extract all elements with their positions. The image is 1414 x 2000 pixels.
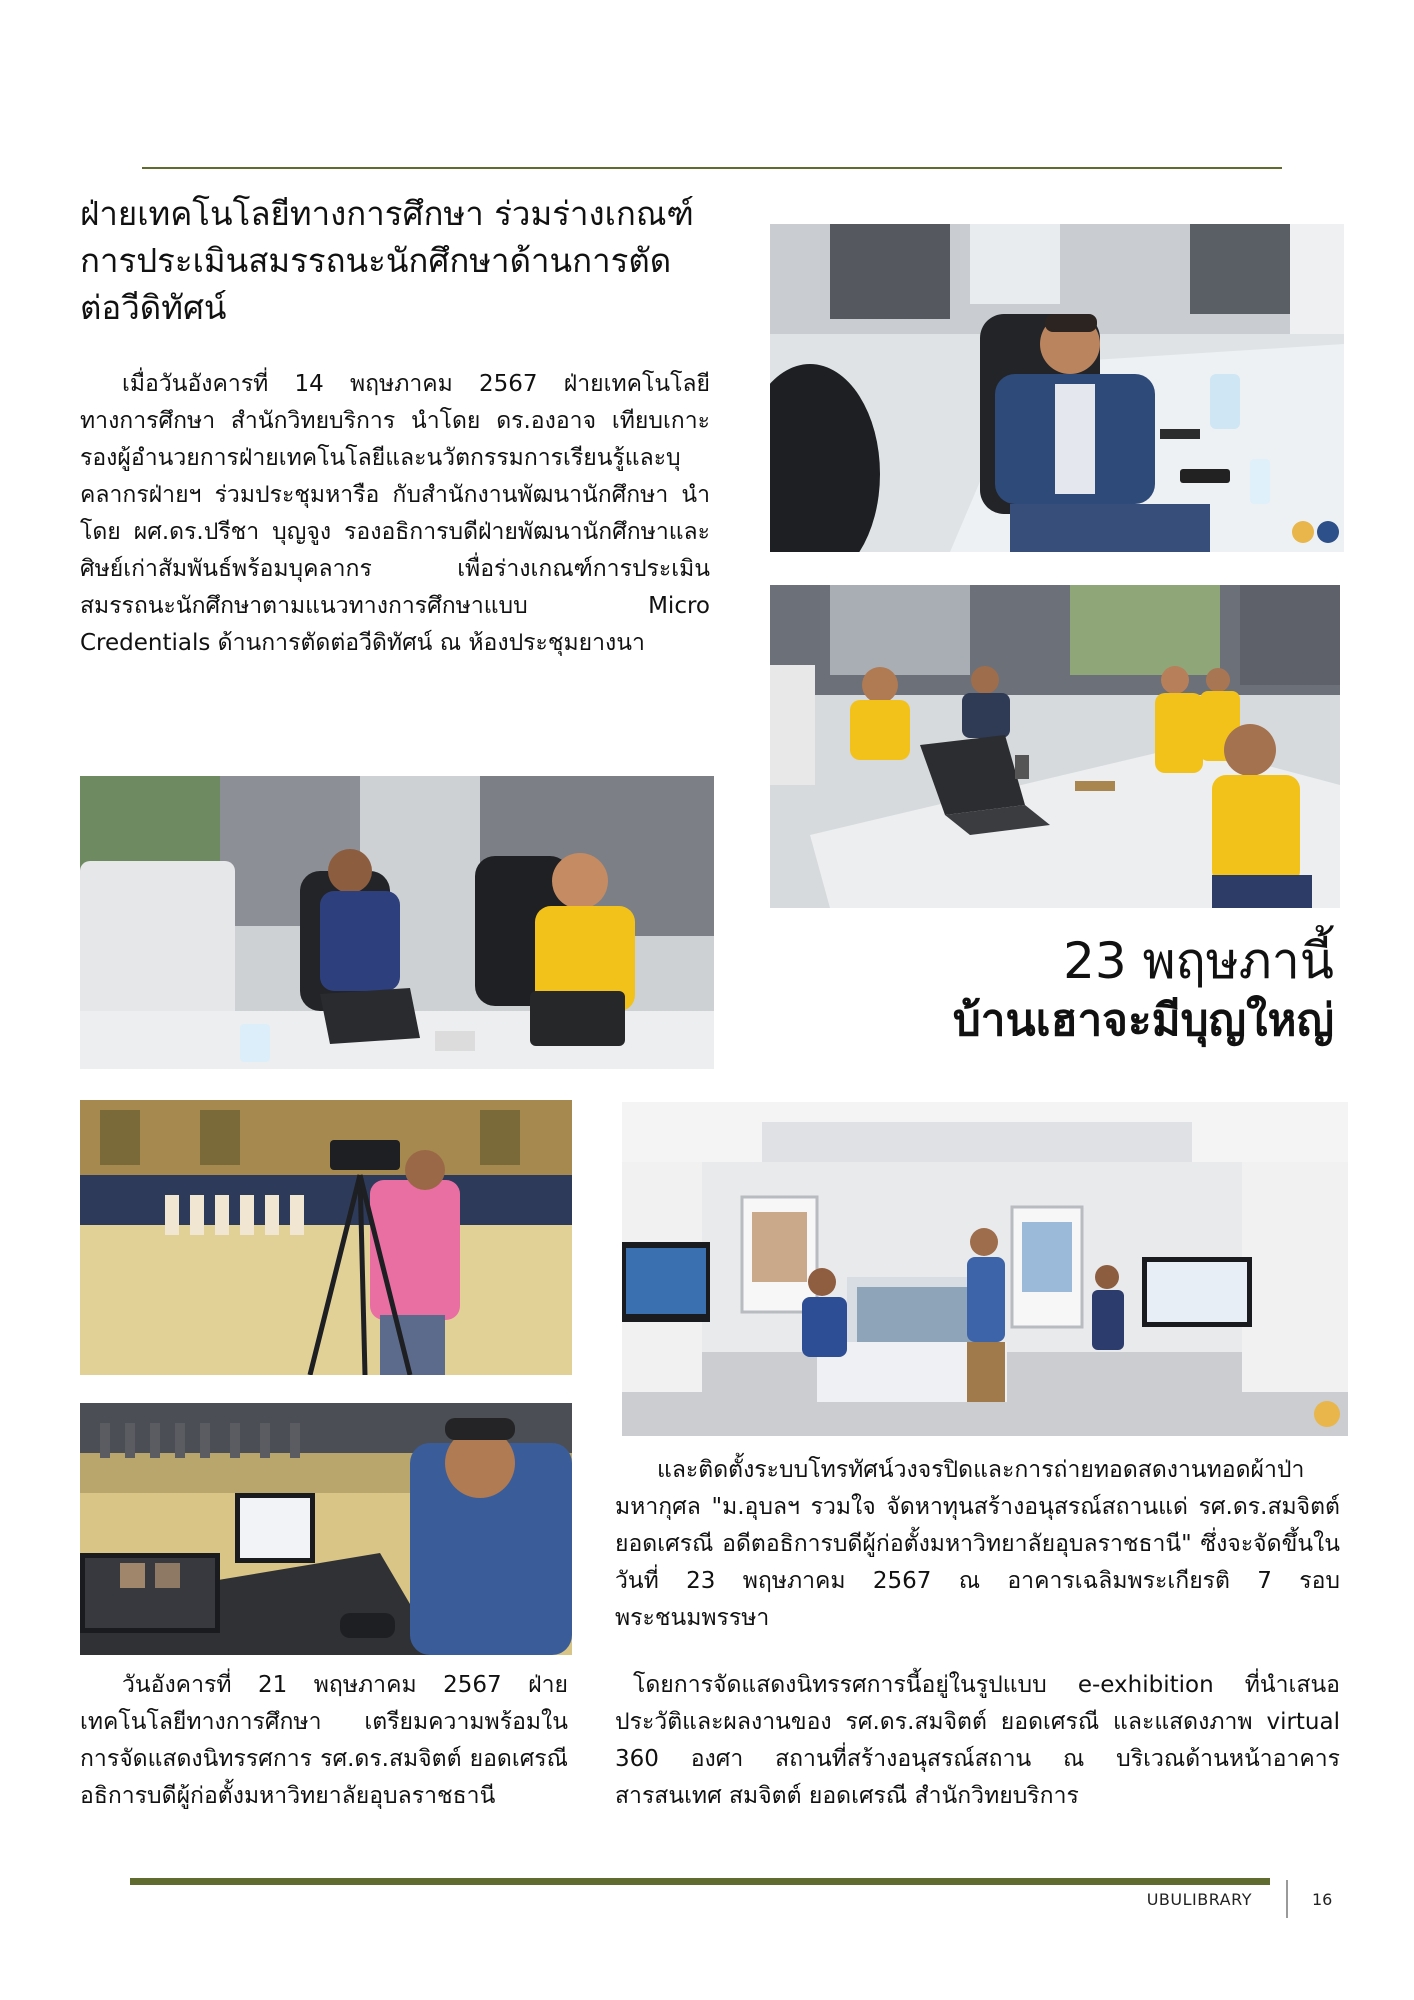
broadcast-laptop-photo (80, 1403, 572, 1655)
meeting-photo-speaker (770, 224, 1344, 552)
headline-line-1: 23 พฤษภานี้ (1063, 932, 1334, 990)
meeting-photo-table (770, 585, 1340, 908)
article-paragraph-1: เมื่อวันอังคารที่ 14 พฤษภาคม 2567 ฝ่ายเทคโนโลยีทางการศึกษา สำนักวิทยบริการ นำโดย ดร.องอาจ เทียบเกาะ รองผู้อำนวยการฝ่ายเทคโนโลยีและนวัตกรรมการเรียนรู้และบุคลากรฝ่ายฯ ร่วมประชุมหารือ กับสำนักงานพัฒนานักศึกษา นำโดย ผศ.ดร.ปรีชา บุญจูง รองอธิการบดีฝ่ายพัฒนานักศึกษาและศิษย์เก่าสัมพันธ์พร้อมบุคลากร เพื่อร่างเกณฑ์การประเมินสมรรถนะนักศึกษาตามแนวทางการศึกษาแบบ Micro Credentials ด้านการตัดต่อวีดิทัศน์ ณ ห้องประชุมยางนา (80, 371, 710, 656)
footer-brand: UBULIBRARY (1146, 1890, 1252, 1909)
headline-line-2: บ้านเฮาจะมีบุญใหญ่ (952, 995, 1334, 1046)
article-title: ฝ่ายเทคโนโลยีทางการศึกษา ร่วมร่างเกณฑ์การประเมินสมรรถนะนักศึกษาด้านการตัดต่อวีดิทัศน์ (80, 194, 694, 327)
bottom-divider (130, 1878, 1270, 1885)
feature-headline (953, 930, 1334, 1050)
feature-paragraph-right-2: โดยการจัดแสดงนิทรรศการนี้อยู่ในรูปแบบ e-exhibition ที่นำเสนอประวัติและผลงานของ รศ.ดร.สมจิตต์ ยอดเศรณี และแสดงภาพ virtual 360 องศา สถานที่สร้างอนุสรณ์สถาน ณ บริเวณด้านหน้าอาคารสารสนเทศ สมจิตต์ ยอดเศรณี สำนักวิทยบริการ (615, 1672, 1340, 1809)
feature-paragraph-left: วันอังคารที่ 21 พฤษภาคม 2567 ฝ่ายเทคโนโลยีทางการศึกษา เตรียมความพร้อมในการจัดแสดงนิทรรศการ รศ.ดร.สมจิตต์ ยอดเศรณี อธิการบดีผู้ก่อตั้งมหาวิทยาลัยอุบลราชธานี (80, 1672, 568, 1809)
page-number: 16 (1312, 1890, 1333, 1909)
exhibition-photo (622, 1102, 1348, 1436)
hall-camera-photo (80, 1100, 572, 1375)
top-divider (142, 167, 1282, 169)
feature-paragraph-right-1: และติดตั้งระบบโทรทัศน์วงจรปิดและการถ่ายทอดสดงานทอดผ้าป่ามหากุศล "ม.อุบลฯ รวมใจ จัดหาทุนสร้างอนุสรณ์สถานแด่ รศ.ดร.สมจิตต์ ยอดเศรณี อดีตอธิการบดีผู้ก่อตั้งมหาวิทยาลัยอุบลราชธานี" ซึ่งจะจัดขึ้นในวันที่ 23 พฤษภาคม 2567 ณ อาคารเฉลิมพระเกียรติ 7 รอบ พระชนมพรรษา (615, 1457, 1340, 1631)
footer-separator (1286, 1880, 1288, 1918)
meeting-photo-discussion (80, 776, 714, 1069)
